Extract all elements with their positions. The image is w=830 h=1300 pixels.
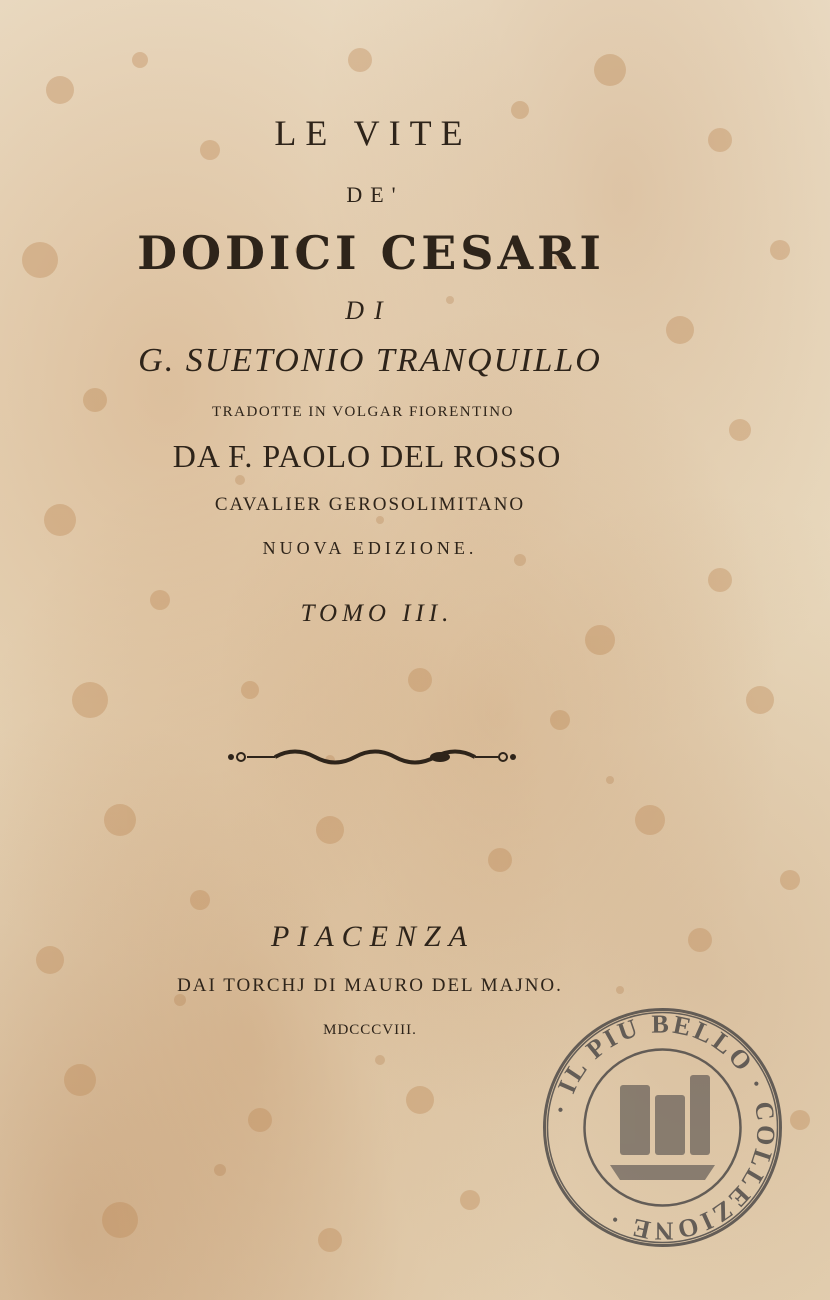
imprint-printer: DAI TORCHJ DI MAURO DEL MAJNO. [177,975,563,996]
stamp-text: · IL PIU BELLO · COLLEZIONE · [545,1009,782,1246]
ornament-divider [225,742,517,772]
translation-note: TRADOTTE IN VOLGAR FIORENTINO [212,404,514,420]
library-stamp [540,1005,785,1250]
imprint-year: MDCCCVIII. [323,1022,417,1038]
author-name: G. SUETONIO TRANQUILLO [138,342,602,379]
title-line-di: DI [345,296,393,325]
stamp-emblem-icon [610,1075,715,1180]
translator-name: DA F. PAOLO DEL ROSSO [172,438,562,474]
volume-number: TOMO III. [300,600,454,627]
imprint-city: PIACENZA [271,920,475,953]
edition-statement: NUOVA EDIZIONE. [262,538,478,558]
translator-title: CAVALIER GEROSOLIMITANO [214,494,526,515]
title-line-de: DE' [346,182,404,207]
title-line-le-vite: LE VITE [274,113,472,153]
title-line-dodici-cesari: DODICI CESARI [137,226,605,280]
